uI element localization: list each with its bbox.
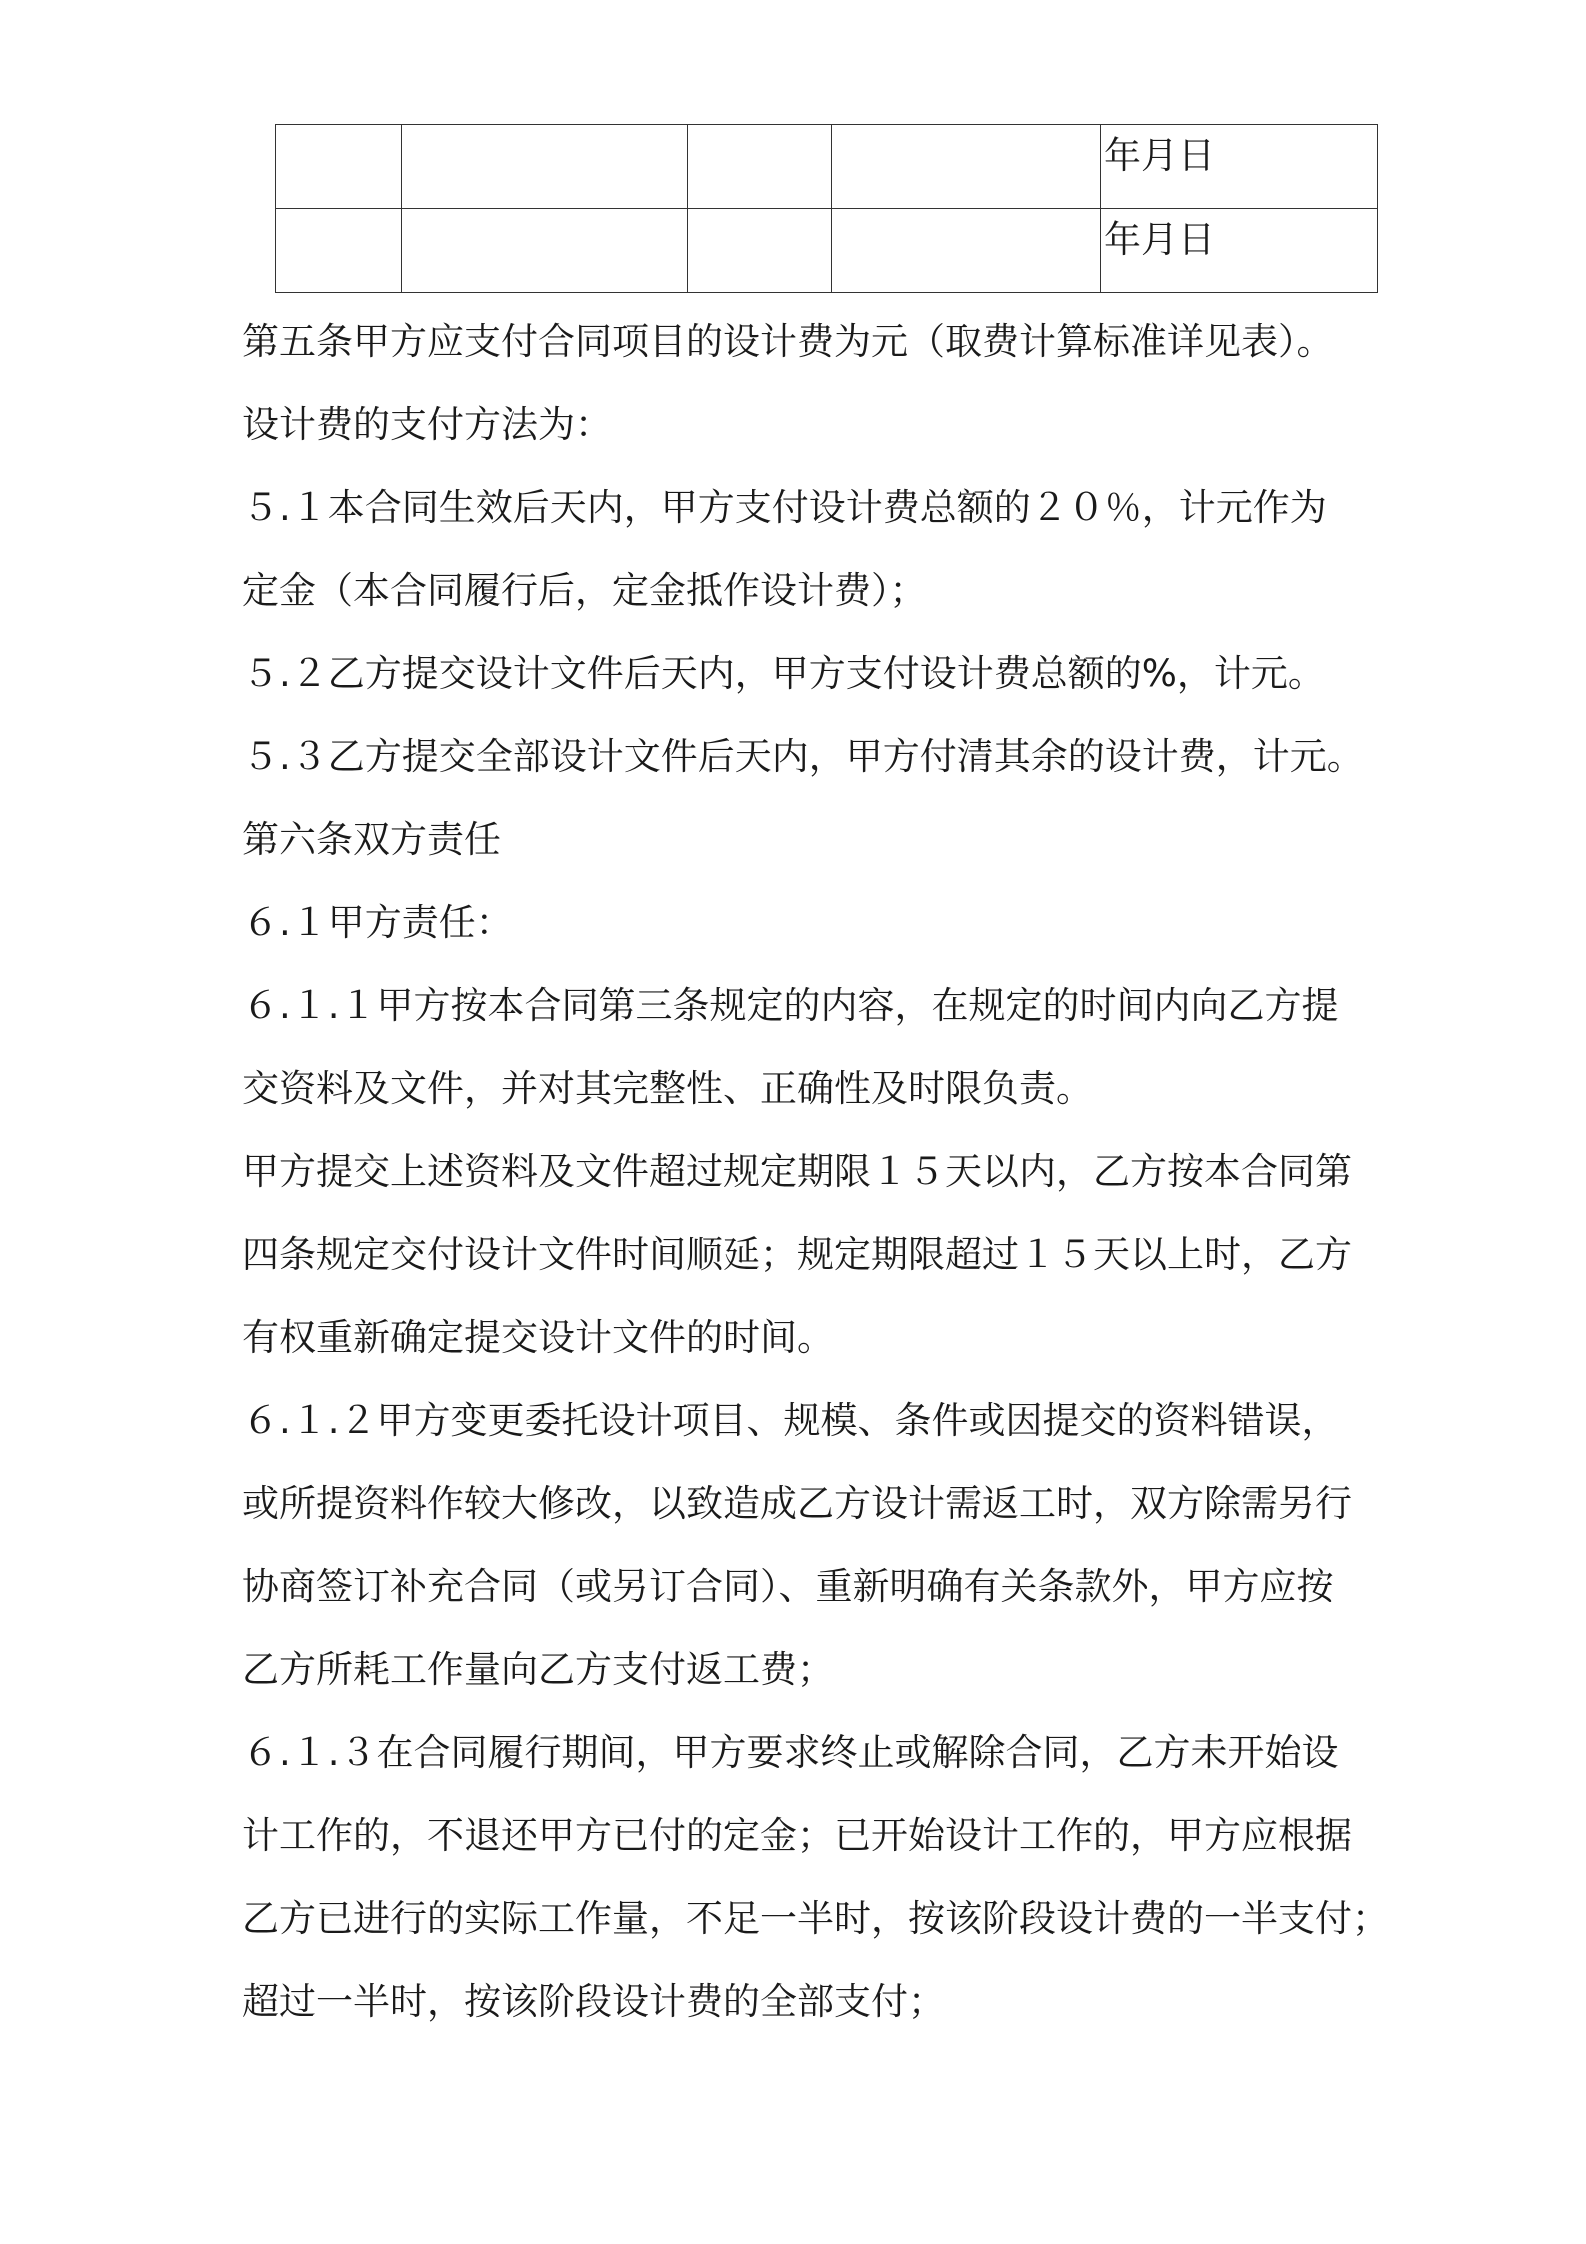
date-cell: 年月日: [1101, 125, 1378, 209]
table-cell: [276, 209, 402, 293]
table-row: [276, 125, 1378, 209]
clause-6-heading: 第六条双方责任: [242, 818, 501, 861]
schedule-table: [275, 124, 1378, 293]
table-cell: [276, 125, 402, 209]
clause-6-1-2-line-3: 协商签订补充合同（或另订合同）、重新明确有关条款外，甲方应按: [242, 1565, 1334, 1608]
clause-6-1-1-line-1: ６.１.１甲方按本合同第三条规定的内容，在规定的时间内向乙方提: [242, 984, 1339, 1027]
clause-5-2: ５.２乙方提交设计文件后天内，甲方支付设计费总额的%，计元。: [242, 652, 1325, 695]
clause-6-1-3-line-1: ６.１.３在合同履行期间，甲方要求终止或解除合同，乙方未开始设: [242, 1731, 1339, 1774]
table-cell: [688, 125, 832, 209]
clause-6-1-1-note-line-1: 甲方提交上述资料及文件超过规定期限１５天以内，乙方按本合同第: [242, 1150, 1352, 1193]
payment-method-label: 设计费的支付方法为：: [242, 403, 612, 446]
clause-6-1-3-line-3: 乙方已进行的实际工作量，不足一半时，按该阶段设计费的一半支付；: [242, 1897, 1389, 1940]
contract-body: [242, 300, 1389, 2043]
clause-6-1-2-line-2: 或所提资料作较大修改，以致造成乙方设计需返工时，双方除需另行: [242, 1482, 1352, 1525]
clause-5-3: ５.３乙方提交全部设计文件后天内，甲方付清其余的设计费，计元。: [242, 735, 1364, 778]
clause-6-1-2-line-4: 乙方所耗工作量向乙方支付返工费；: [242, 1648, 834, 1691]
clause-5-1-line-2: 定金（本合同履行后，定金抵作设计费）；: [242, 569, 927, 612]
clause-6-1-2-line-1: ６.１.２甲方变更委托设计项目、规模、条件或因提交的资料错误，: [242, 1399, 1339, 1442]
clause-6-1-1-note-line-2: 四条规定交付设计文件时间顺延；规定期限超过１５天以上时，乙方: [242, 1233, 1352, 1276]
clause-5-1-line-1: ５.１本合同生效后天内，甲方支付设计费总额的２０％，计元作为: [242, 486, 1327, 529]
table-cell: [688, 209, 832, 293]
clause-6-1-3-line-4: 超过一半时，按该阶段设计费的全部支付；: [242, 1980, 945, 2023]
clause-6-1-1-line-2: 交资料及文件，并对其完整性、正确性及时限负责。: [242, 1067, 1093, 1110]
table-row: [276, 209, 1378, 293]
clause-5-heading: 第五条甲方应支付合同项目的设计费为元（取费计算标准详见表）。: [242, 320, 1334, 363]
table-cell: [402, 209, 688, 293]
clause-6-1-3-line-2: 计工作的，不退还甲方已付的定金；已开始设计工作的，甲方应根据: [242, 1814, 1352, 1857]
table-cell: [832, 125, 1101, 209]
clause-6-1-1-note-line-3: 有权重新确定提交设计文件的时间。: [242, 1316, 834, 1359]
clause-6-1-heading: ６.１甲方责任：: [242, 901, 513, 944]
table-cell: [402, 125, 688, 209]
table-cell: [832, 209, 1101, 293]
date-cell: 年月日: [1101, 209, 1378, 293]
